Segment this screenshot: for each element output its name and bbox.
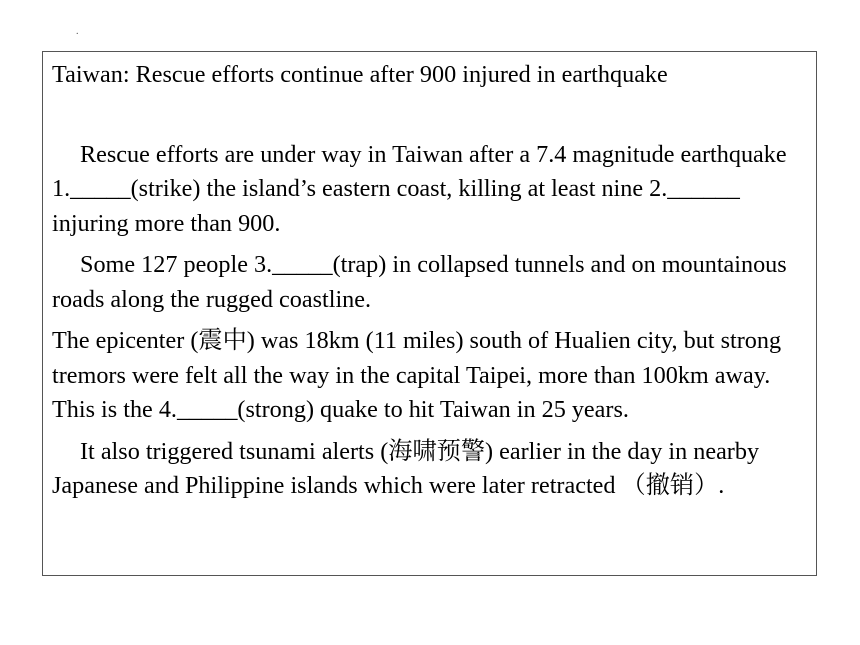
passage-title: Taiwan: Rescue efforts continue after 900 injured in earthquake — [52, 61, 668, 88]
passage-paragraph-4: It also triggered tsunami alerts (海啸预警) earlier in the day in nearby Japanese and Philippine islands which were later retracted （撤销）. — [52, 437, 760, 499]
passage-paragraph-2: Some 127 people 3._____(trap) in collapsed tunnels and on mountainous roads along the rugged coastline. — [52, 251, 787, 313]
slide-dot: . — [76, 26, 79, 37]
passage-paragraph-3: The epicenter (震中) was 18km (11 miles) south of Hualien city, but strong tremors were felt all the way in the capital Taipei, more than 100km away. This is the 4._____(strong) quake to hit Taiwan in 25 years. — [52, 327, 782, 423]
passage-paragraph-1: Rescue efforts are under way in Taiwan after a 7.4 magnitude earthquake 1._____(strike) the island’s eastern coast, killing at least nine 2.______ injuring more than 900. — [52, 140, 787, 237]
passage-textbox — [42, 51, 817, 576]
